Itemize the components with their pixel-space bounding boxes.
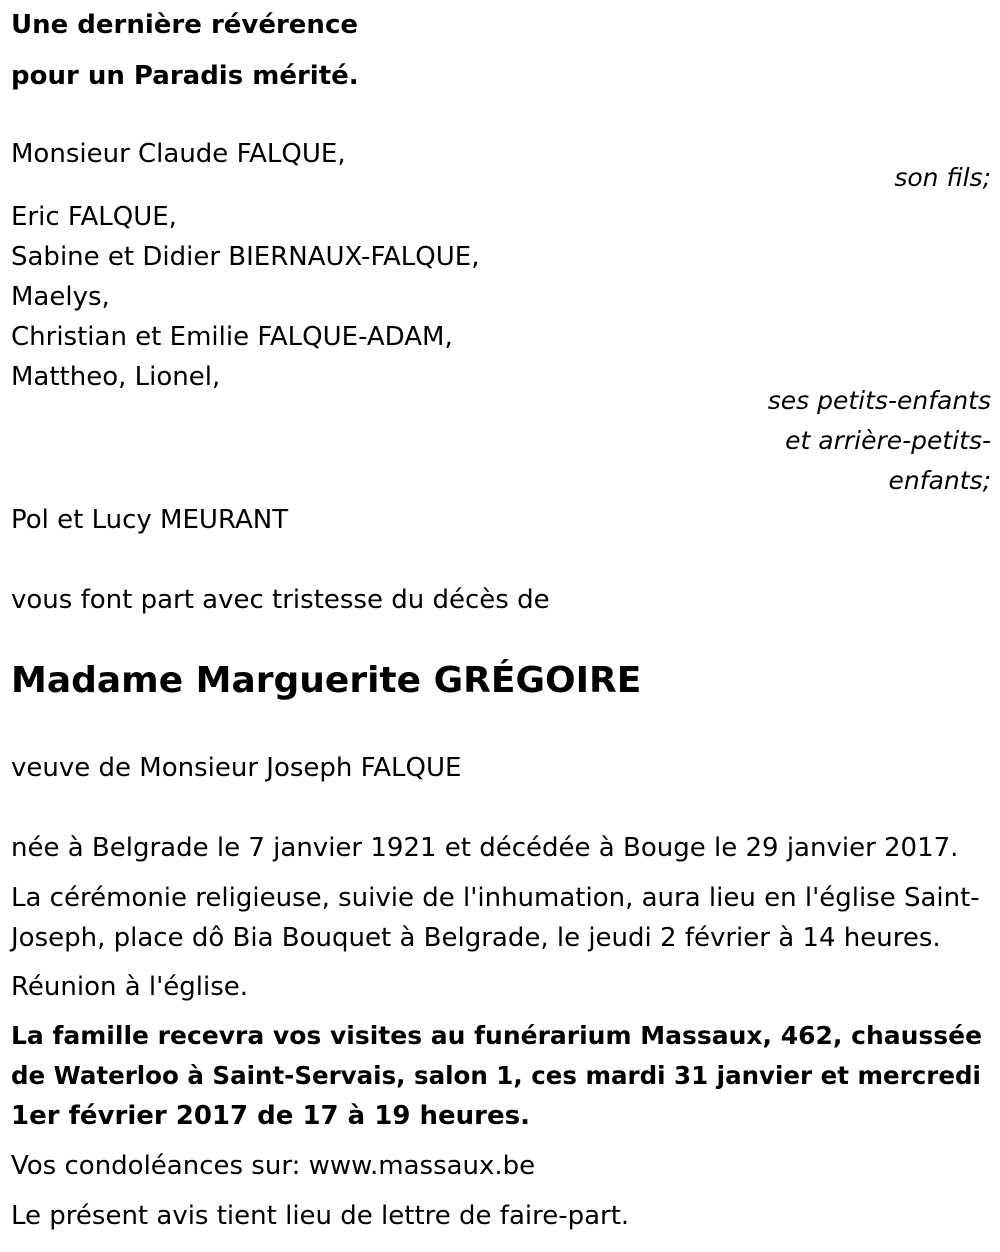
grandchildren-role-line: et arrière-petits- [785, 426, 991, 455]
notice-line: Le présent avis tient lieu de lettre de faire-part. [11, 1201, 630, 1231]
son-name: Monsieur Claude FALQUE, [11, 139, 346, 169]
son-role: son fils; [894, 163, 991, 192]
meeting-line: Réunion à l'église. [11, 972, 249, 1002]
grandchild-name: Eric FALQUE, [11, 202, 177, 232]
ceremony-line: Joseph, place dô Bia Bouquet à Belgrade, le jeudi 2 février à 14 heures. [11, 923, 941, 953]
grandchild-name: Sabine et Didier BIERNAUX-FALQUE, [11, 242, 480, 272]
grandchild-name: Mattheo, Lionel, [11, 362, 221, 392]
announcement-text: vous font part avec tristesse du décès de [11, 585, 550, 615]
obituary-notice [11, 0, 991, 1252]
deceased-name: Madame Marguerite GRÉGOIRE [11, 660, 642, 701]
grandchildren-role-line: enfants; [888, 466, 991, 495]
grandchildren-role-line: ses petits-enfants [767, 386, 991, 415]
condolences-line: Vos condoléances sur: www.massaux.be [11, 1151, 536, 1181]
grandchild-name: Christian et Emilie FALQUE-ADAM, [11, 322, 453, 352]
grandchild-name: Maelys, [11, 282, 110, 312]
visits-line: de Waterloo à Saint-Servais, salon 1, ces mardi 31 janvier et mercredi [11, 1061, 981, 1090]
other-family-name: Pol et Lucy MEURANT [11, 505, 289, 535]
header-line-1: Une dernière révérence [11, 10, 358, 40]
ceremony-line: La cérémonie religieuse, suivie de l'inhumation, aura lieu en l'église Saint- [11, 883, 980, 913]
visits-line: La famille recevra vos visites au funérarium Massaux, 462, chaussée [11, 1021, 983, 1050]
header-line-2: pour un Paradis mérité. [11, 61, 359, 91]
spouse-line: veuve de Monsieur Joseph FALQUE [11, 753, 462, 783]
visits-line: 1er février 2017 de 17 à 19 heures. [11, 1101, 530, 1131]
birth-death-line: née à Belgrade le 7 janvier 1921 et décédée à Bouge le 29 janvier 2017. [11, 833, 959, 863]
